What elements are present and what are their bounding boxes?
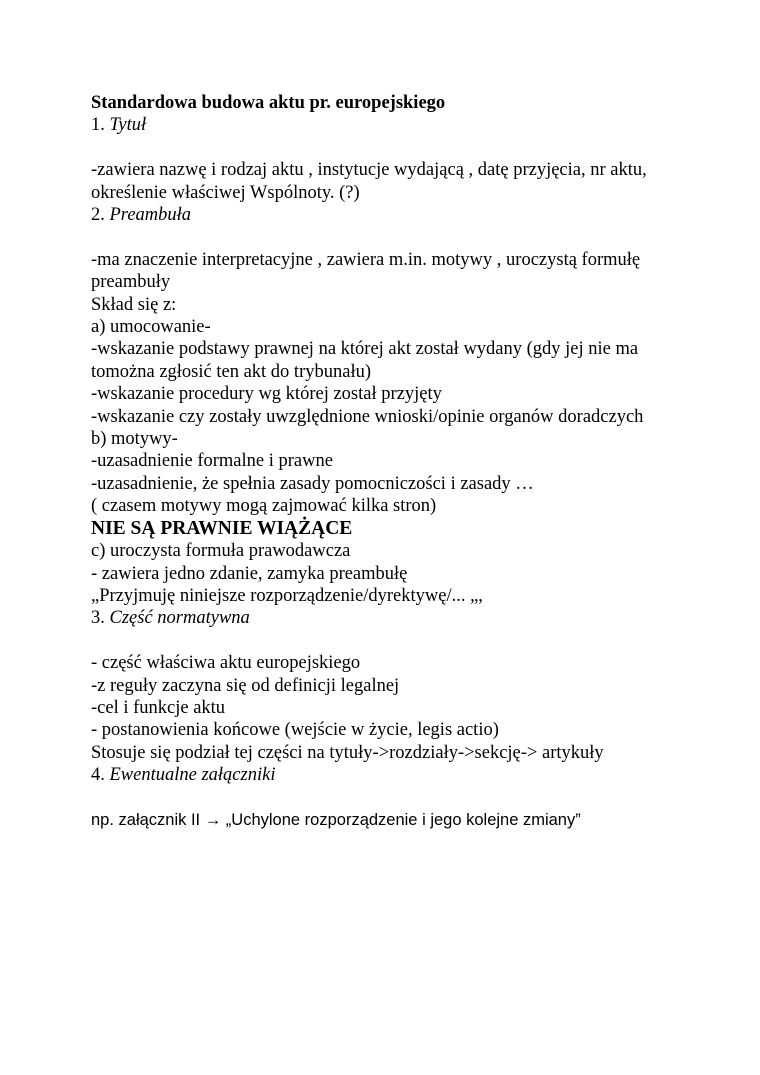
- section-3-line: -cel i funkcje aktu: [91, 697, 226, 718]
- section-3-number: 3.: [91, 608, 110, 629]
- spacer: [91, 630, 731, 652]
- section-3-line: Stosuje się podział tej części na tytuły->rozdziały->sekcję-> artykuły: [91, 742, 604, 763]
- section-3-line: - postanowienia końcowe (wejście w życie, legis actio): [91, 720, 499, 741]
- section-1-title: Tytuł: [109, 115, 147, 136]
- section-1-line: -zawiera nazwę i rodzaj aktu , instytucje wydającą , datę przyjęcia, nr aktu,: [91, 160, 647, 181]
- section-1-number: 1.: [91, 115, 110, 136]
- section-2-line: Skład się z:: [91, 294, 177, 315]
- section-2-line: -wskazanie czy zostały uwzględnione wnioski/opinie organów doradczych: [91, 406, 644, 427]
- section-1-line: określenie właściwej Wspólnoty. (?): [91, 182, 360, 203]
- section-2-line: tomożna zgłosić ten akt do trybunału): [91, 361, 371, 382]
- section-2-line: -wskazanie procedury wg której został przyjęty: [91, 384, 442, 405]
- section-2-line: a) umocowanie-: [91, 317, 211, 338]
- section-2-line: c) uroczysta formuła prawodawcza: [91, 541, 351, 562]
- section-4-title: Ewentualne załączniki: [109, 765, 276, 786]
- emphasis-not-binding: NIE SĄ PRAWNIE WIĄŻĄCE: [91, 517, 353, 539]
- spacer: [91, 226, 731, 248]
- section-2-line: - zawiera jedno zdanie, zamyka preambułę: [91, 563, 408, 584]
- section-3-title: Część normatywna: [109, 608, 250, 629]
- spacer: [91, 137, 731, 159]
- section-2-line: -uzasadnienie, że spełnia zasady pomocniczości i zasady …: [91, 473, 534, 494]
- section-2-line: „Przyjmuję niniejsze rozporządzenie/dyrektywę/... „,: [91, 585, 483, 606]
- section-3-heading: [91, 607, 731, 629]
- section-4-number: 4.: [91, 765, 110, 786]
- section-2-line: -wskazanie podstawy prawnej na której akt został wydany (gdy jej nie ma: [91, 339, 639, 360]
- section-4-example: np. załącznik II → „Uchylone rozporządzenie i jego kolejne zmiany”: [91, 810, 581, 829]
- section-2-heading: [91, 204, 731, 226]
- section-2-title: Preambuła: [109, 205, 192, 226]
- section-1-heading: [91, 114, 731, 136]
- section-3-line: -z reguły zaczyna się od definicji legalnej: [91, 675, 400, 696]
- section-2-line: b) motywy-: [91, 429, 178, 450]
- spacer: [91, 787, 731, 809]
- section-3-line: - część właściwa aktu europejskiego: [91, 653, 361, 674]
- section-4-heading: [91, 764, 731, 786]
- section-2-line: -ma znaczenie interpretacyjne , zawiera m.in. motywy , uroczystą formułę: [91, 249, 641, 270]
- section-2-line: preambuły: [91, 272, 171, 293]
- section-2-number: 2.: [91, 205, 110, 226]
- section-2-line: ( czasem motywy mogą zajmować kilka stron): [91, 496, 437, 517]
- document-title: Standardowa budowa aktu pr. europejskiego: [91, 93, 446, 113]
- document-page: [91, 92, 731, 831]
- section-2-line: -uzasadnienie formalne i prawne: [91, 451, 333, 472]
